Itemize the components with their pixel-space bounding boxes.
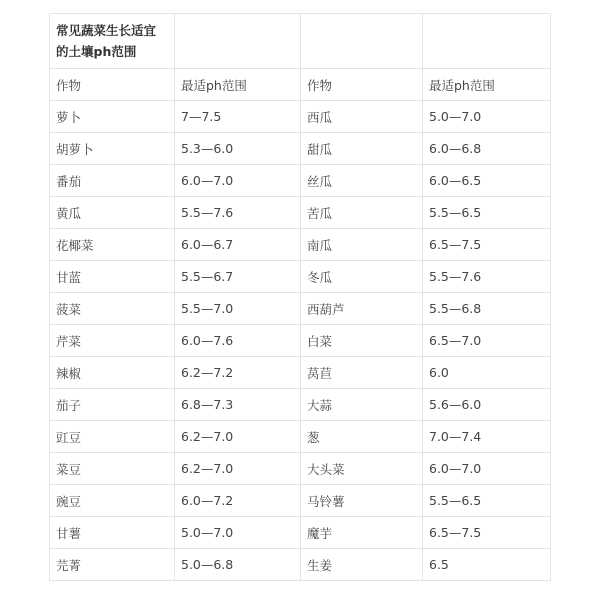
ph-range-cell: 6.0—7.2 <box>175 485 301 517</box>
table-row <box>50 261 551 293</box>
header-ph-range-1: 最适ph范围 <box>175 69 301 101</box>
ph-range-cell: 6.5 <box>423 549 551 581</box>
header-ph-range-2: 最适ph范围 <box>423 69 551 101</box>
ph-range-cell: 5.0—7.0 <box>423 101 551 133</box>
ph-range-cell: 6.0—6.8 <box>423 133 551 165</box>
ph-range-cell: 7—7.5 <box>175 101 301 133</box>
header-crop-1: 作物 <box>50 69 175 101</box>
header-row <box>50 69 551 101</box>
table-row <box>50 293 551 325</box>
table-row <box>50 549 551 581</box>
crop-cell: 萝卜 <box>50 101 175 133</box>
table-row <box>50 165 551 197</box>
ph-range-cell: 5.0—6.8 <box>175 549 301 581</box>
ph-range-cell: 6.0 <box>423 357 551 389</box>
ph-range-cell: 5.5—7.6 <box>423 261 551 293</box>
table-title-line-2: 的土壤ph范围 <box>56 44 137 59</box>
crop-cell: 芫菁 <box>50 549 175 581</box>
crop-cell: 菜豆 <box>50 453 175 485</box>
ph-range-cell: 6.0—7.0 <box>175 165 301 197</box>
ph-range-cell: 6.5—7.5 <box>423 517 551 549</box>
table-row <box>50 101 551 133</box>
crop-cell: 南瓜 <box>301 229 423 261</box>
ph-range-cell: 7.0—7.4 <box>423 421 551 453</box>
table-row <box>50 389 551 421</box>
empty-title-cell <box>301 14 423 69</box>
ph-range-cell: 5.5—6.5 <box>423 485 551 517</box>
table-row <box>50 517 551 549</box>
crop-cell: 魔芋 <box>301 517 423 549</box>
table-row <box>50 485 551 517</box>
ph-range-cell: 5.6—6.0 <box>423 389 551 421</box>
title-row <box>50 14 551 69</box>
crop-cell: 甘薯 <box>50 517 175 549</box>
crop-cell: 花椰菜 <box>50 229 175 261</box>
crop-cell: 丝瓜 <box>301 165 423 197</box>
ph-range-cell: 6.2—7.2 <box>175 357 301 389</box>
ph-range-cell: 6.0—6.5 <box>423 165 551 197</box>
table-row <box>50 421 551 453</box>
crop-cell: 西葫芦 <box>301 293 423 325</box>
empty-title-cell <box>423 14 551 69</box>
crop-cell: 莴苣 <box>301 357 423 389</box>
table-row <box>50 133 551 165</box>
crop-cell: 番茄 <box>50 165 175 197</box>
empty-title-cell <box>175 14 301 69</box>
table-title <box>50 14 175 69</box>
ph-range-cell: 6.0—7.0 <box>423 453 551 485</box>
crop-cell: 豇豆 <box>50 421 175 453</box>
crop-cell: 胡萝卜 <box>50 133 175 165</box>
crop-cell: 冬瓜 <box>301 261 423 293</box>
ph-range-cell: 6.0—7.6 <box>175 325 301 357</box>
table-row <box>50 229 551 261</box>
ph-range-cell: 5.0—7.0 <box>175 517 301 549</box>
ph-range-cell: 6.0—6.7 <box>175 229 301 261</box>
crop-cell: 芹菜 <box>50 325 175 357</box>
crop-cell: 白菜 <box>301 325 423 357</box>
ph-range-cell: 6.5—7.5 <box>423 229 551 261</box>
crop-cell: 辣椒 <box>50 357 175 389</box>
crop-cell: 大头菜 <box>301 453 423 485</box>
crop-cell: 黄瓜 <box>50 197 175 229</box>
header-crop-2: 作物 <box>301 69 423 101</box>
ph-range-cell: 5.5—7.6 <box>175 197 301 229</box>
table-title-line-1: 常见蔬菜生长适宜 <box>56 23 157 38</box>
ph-range-cell: 5.5—7.0 <box>175 293 301 325</box>
table-row <box>50 357 551 389</box>
crop-cell: 葱 <box>301 421 423 453</box>
crop-cell: 菠菜 <box>50 293 175 325</box>
ph-range-cell: 6.2—7.0 <box>175 421 301 453</box>
ph-range-cell: 5.5—6.5 <box>423 197 551 229</box>
ph-range-cell: 6.2—7.0 <box>175 453 301 485</box>
ph-range-cell: 5.5—6.7 <box>175 261 301 293</box>
ph-range-cell: 6.8—7.3 <box>175 389 301 421</box>
crop-cell: 马铃薯 <box>301 485 423 517</box>
ph-range-cell: 5.3—6.0 <box>175 133 301 165</box>
crop-cell: 生姜 <box>301 549 423 581</box>
table-row <box>50 453 551 485</box>
table-row <box>50 197 551 229</box>
crop-cell: 豌豆 <box>50 485 175 517</box>
crop-cell: 大蒜 <box>301 389 423 421</box>
crop-cell: 茄子 <box>50 389 175 421</box>
crop-cell: 苦瓜 <box>301 197 423 229</box>
ph-range-cell: 6.5—7.0 <box>423 325 551 357</box>
ph-range-cell: 5.5—6.8 <box>423 293 551 325</box>
crop-cell: 甘蓝 <box>50 261 175 293</box>
ph-range-table <box>49 13 551 581</box>
table-row <box>50 325 551 357</box>
crop-cell: 西瓜 <box>301 101 423 133</box>
crop-cell: 甜瓜 <box>301 133 423 165</box>
